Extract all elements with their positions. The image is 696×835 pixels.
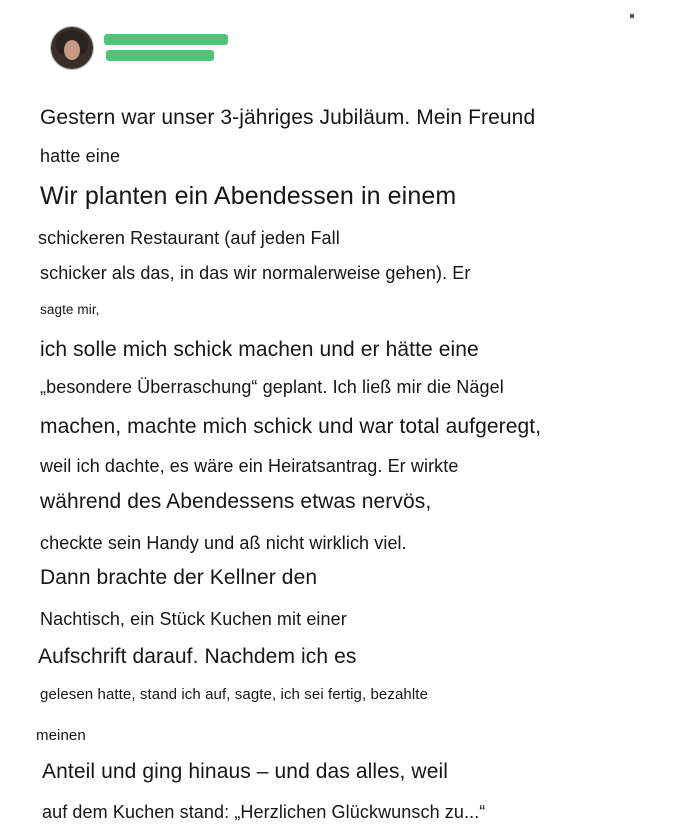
post-text-line: gelesen hatte, stand ich auf, sagte, ich sei fertig, bezahlte	[40, 686, 429, 703]
post-header	[0, 0, 696, 90]
post-text-line: Anteil und ging hinaus – und das alles, weil	[42, 760, 449, 783]
post-text-line: hatte eine	[40, 146, 121, 166]
post-text-line: Aufschrift darauf. Nachdem ich es	[38, 645, 357, 668]
avatar[interactable]	[50, 26, 94, 70]
post-text-line: ich solle mich schick machen und er hätte eine	[40, 338, 479, 361]
post-text-line: Wir planten ein Abendessen in einem	[40, 182, 457, 210]
post-text-line: meinen	[36, 727, 86, 744]
post-text-line: checkte sein Handy und aß nicht wirklich viel.	[40, 533, 407, 553]
post-text-line: während des Abendessens etwas nervös,	[40, 490, 432, 513]
post-text-line: schicker als das, in das wir normalerweise gehen). Er	[40, 263, 471, 283]
more-options-icon[interactable]	[630, 14, 634, 18]
post-text-line: Gestern war unser 3-jähriges Jubiläum. Mein Freund	[40, 106, 536, 129]
post-text-line: weil ich dachte, es wäre ein Heiratsantrag. Er wirkte	[40, 456, 459, 476]
post-text-line: schickeren Restaurant (auf jeden Fall	[38, 228, 340, 248]
redacted-username	[104, 34, 228, 64]
redaction-bar	[104, 34, 228, 45]
post-text-line: „besondere Überraschung“ geplant. Ich ließ mir die Nägel	[40, 377, 504, 397]
post-text-line: auf dem Kuchen stand: „Herzlichen Glückwunsch zu...“	[42, 802, 486, 822]
post-text-line: machen, machte mich schick und war total aufgeregt,	[40, 415, 542, 438]
post-text-line: Dann brachte der Kellner den	[40, 566, 318, 589]
post-text-line: sagte mir,	[40, 302, 100, 317]
post-text-line: Nachtisch, ein Stück Kuchen mit einer	[40, 609, 347, 629]
redaction-bar	[106, 50, 214, 61]
